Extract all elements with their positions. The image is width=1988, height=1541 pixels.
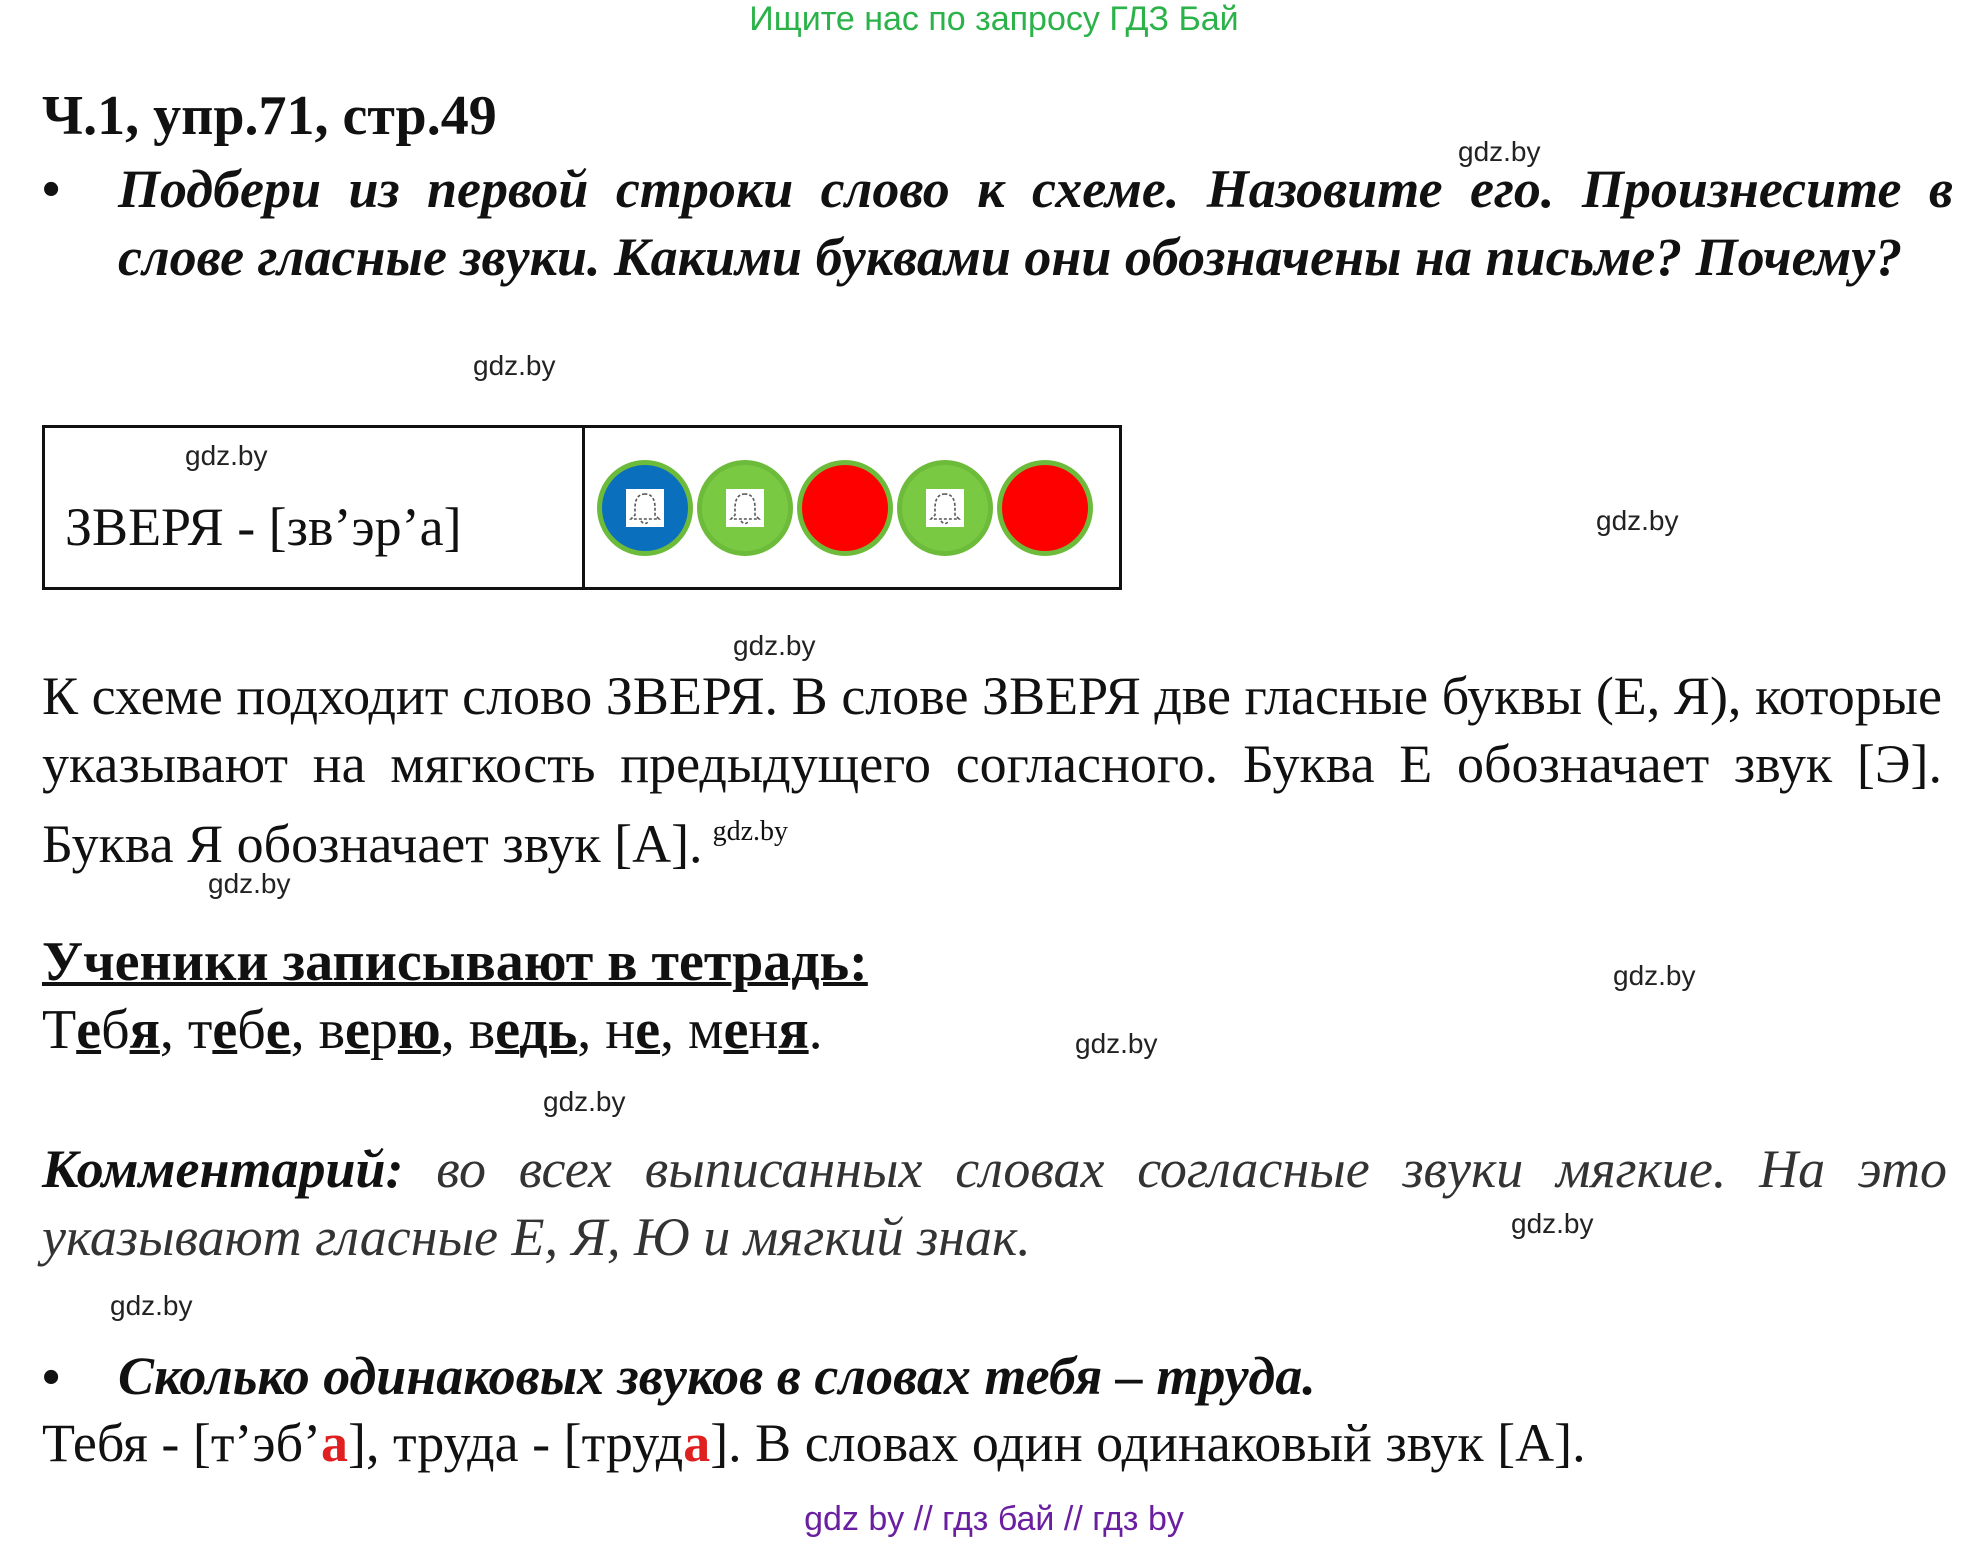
watermark: gdz.by (208, 868, 291, 899)
separator: . (808, 999, 823, 1061)
highlight-sound: а (683, 1413, 711, 1473)
bullet-icon: • (42, 1349, 61, 1406)
letter: б (237, 999, 266, 1061)
sound-scheme (585, 428, 1119, 587)
underlined-letter: е (212, 999, 238, 1061)
comment-label: Комментарий: (42, 1139, 404, 1199)
letter: в (318, 999, 346, 1061)
blue-sound-circle (597, 460, 693, 556)
underlined-letter: е (265, 999, 291, 1061)
answer-line (42, 1412, 1586, 1474)
underlined-letter: дь (519, 999, 578, 1061)
notebook-words (42, 998, 823, 1062)
letter: в (468, 999, 496, 1061)
bullet-icon: • (42, 161, 61, 218)
answer-body: К схеме подходит слово ЗВЕРЯ. В слове ЗВЕРЯ две гласные буквы (Е, Я), которые указывают на мягкость предыдущего согласного. Буква Е обозначает звук [Э]. Буква Я обозначает звук [А]. (42, 666, 1942, 874)
watermark: gdz.by (733, 630, 816, 661)
underlined-letter: ю (397, 999, 441, 1061)
separator: , (577, 999, 606, 1061)
answer-text (42, 662, 1942, 878)
underlined-letter: я (129, 999, 160, 1061)
watermark: gdz.by (185, 440, 268, 471)
comment (42, 1135, 1947, 1271)
bell-icon (620, 483, 670, 533)
watermark: gdz.by (1075, 1028, 1158, 1059)
underlined-letter: е (723, 999, 749, 1061)
watermark: gdz.by (1458, 136, 1541, 167)
notebook-title: Ученики записывают в тетрадь: (42, 931, 868, 993)
letter: т (187, 999, 213, 1061)
letter: б (101, 999, 130, 1061)
red-sound-circle (997, 460, 1093, 556)
answer-part: ], труда - [труд (348, 1413, 684, 1473)
bell-icon (920, 483, 970, 533)
scheme-word-cell (45, 428, 585, 587)
underlined-letter: я (778, 999, 809, 1061)
watermark: gdz.by (1596, 505, 1679, 536)
comment-text: во всех выписанных словах согласные звуки мягкие. На это указывают гласные Е, Я, Ю и мягкий знак. (42, 1139, 1947, 1267)
footer-links[interactable]: gdz by // гдз бай // гдз by (804, 1500, 1184, 1538)
notebook-word (605, 999, 688, 1061)
answer-part: Тебя - [т’эб’ (42, 1413, 322, 1473)
watermark: gdz.by (1511, 1208, 1594, 1239)
watermark: gdz.by (1613, 960, 1696, 991)
watermark: gdz.by (712, 816, 788, 847)
highlight-sound: а (321, 1413, 349, 1473)
notebook-word (188, 999, 319, 1061)
letter: н (748, 999, 779, 1061)
notebook-word (469, 999, 606, 1061)
notebook-word (688, 999, 823, 1061)
answer-part: ]. В словах один одинаковый звук [А]. (710, 1413, 1586, 1473)
notebook-word (319, 999, 469, 1061)
watermark: gdz.by (473, 350, 556, 381)
scheme-table (42, 425, 1122, 590)
task-text: Подбери из первой строки слово к схеме. Назовите его. Произнесите в слове гласные звуки. Какими буквами они обозначены на письме? Почему? (118, 159, 1953, 287)
top-banner[interactable]: Ищите нас по запросу ГДЗ Бай (749, 0, 1239, 38)
bell-icon (720, 483, 770, 533)
letter: н (605, 999, 636, 1061)
underlined-letter: е (635, 999, 661, 1061)
scheme-word: ЗВЕРЯ - [зв’эр’а] (65, 497, 462, 557)
letter: м (688, 999, 724, 1061)
separator: , (660, 999, 689, 1061)
underlined-letter: е (345, 999, 370, 1061)
watermark: gdz.by (543, 1086, 626, 1117)
green-sound-circle (897, 460, 993, 556)
separator: , (290, 999, 319, 1061)
notebook-word (42, 999, 188, 1061)
letter: р (369, 999, 398, 1061)
underlined-letter: е (495, 999, 520, 1061)
green-sound-circle (697, 460, 793, 556)
underlined-letter: е (76, 999, 102, 1061)
question-text: Сколько одинаковых звуков в словах тебя – труда. (118, 1346, 1316, 1406)
separator: , (440, 999, 469, 1061)
red-sound-circle (797, 460, 893, 556)
letter: Т (42, 999, 77, 1061)
watermark: gdz.by (110, 1290, 193, 1321)
page-title: Ч.1, упр.71, стр.49 (42, 85, 497, 147)
separator: , (159, 999, 188, 1061)
